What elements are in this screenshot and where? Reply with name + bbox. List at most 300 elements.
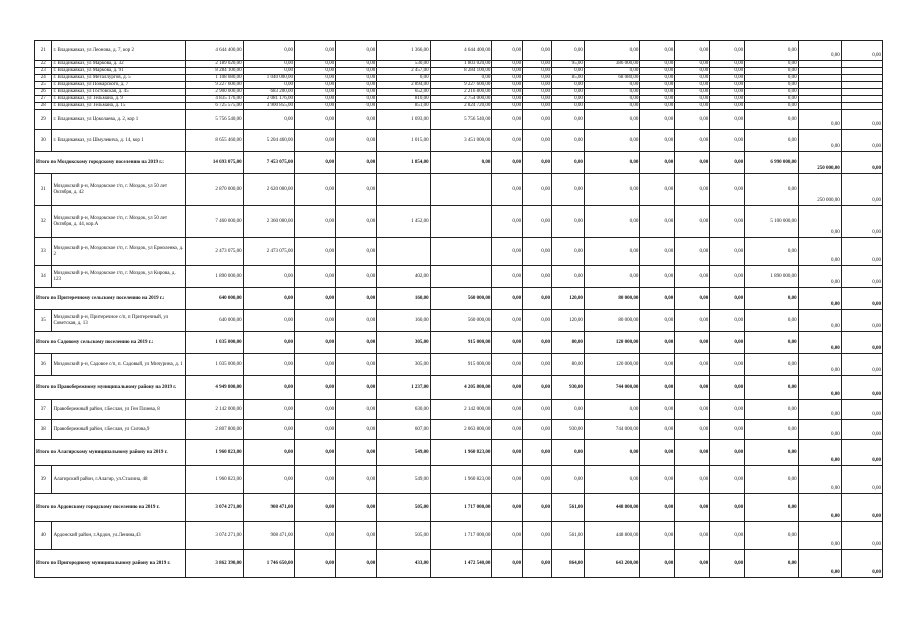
value-cell: 0,00 <box>798 376 841 400</box>
value-cell: 0,00 <box>295 400 336 420</box>
table-row <box>35 466 883 494</box>
address-cell: Моздокский р-н, Притеречное с/п, п Притеречный, ул Советская, д. 13 <box>52 310 186 332</box>
value-cell: 0,00 <box>745 522 798 550</box>
value-cell: 0,00 <box>492 354 523 376</box>
value-cell: 0,00 <box>295 103 336 110</box>
value-cell: 4 644 400,00 <box>186 41 244 61</box>
address-cell: г. Владикавказ, ул Леонова, д. 7, кор 2 <box>52 41 186 61</box>
address-cell: Моздокский р-н, Моздокское г/п, г. Моздок, ул Кирова, д. 123 <box>52 266 186 288</box>
table-row <box>35 354 883 376</box>
value-cell: 0,00 <box>745 310 798 332</box>
subtotal-row <box>35 376 883 400</box>
value-cell: 0,00 <box>675 89 710 96</box>
value-cell: 0,00 <box>523 376 552 400</box>
value-cell: 2 189 020,00 <box>186 61 244 68</box>
value-cell: 2 473 075,00 <box>243 238 294 266</box>
value-cell: 0,00 <box>243 41 294 61</box>
value-cell: 4 644 400,00 <box>430 41 492 61</box>
value-cell: 0,00 <box>295 310 336 332</box>
table-row <box>35 82 883 89</box>
value-cell: 0,00 <box>295 152 336 174</box>
value-cell: 0,00 <box>675 440 710 466</box>
row-number: 21 <box>35 41 52 61</box>
value-cell: 0,00 <box>295 110 336 130</box>
value-cell: 0,00 <box>841 238 882 266</box>
value-cell: 0,00 <box>336 41 377 61</box>
value-cell: 0,00 <box>710 420 745 440</box>
value-cell: 3 074 271,00 <box>186 494 244 522</box>
value-cell: 0,00 <box>675 206 710 238</box>
value-cell: 0,00 <box>243 420 294 440</box>
value-cell: 0,00 <box>295 130 336 152</box>
value-cell: 3 862 390,00 <box>186 550 244 578</box>
value-cell: 0,00 <box>336 400 377 420</box>
table-row <box>35 41 883 61</box>
value-cell: 0,00 <box>584 206 640 238</box>
value-cell: 0,00 <box>295 522 336 550</box>
value-cell: 0,00 <box>584 466 640 494</box>
value-cell: 0,00 <box>523 494 552 522</box>
address-cell: г. Владикавказ, ул Маркова, д. 32 <box>52 61 186 68</box>
value-cell: 0,00 <box>336 96 377 103</box>
value-cell: 530,00 <box>377 61 430 68</box>
row-number: 33 <box>35 238 52 266</box>
value-cell: 643 200,00 <box>584 550 640 578</box>
value-cell: 0,00 <box>640 174 675 206</box>
value-cell: 505,00 <box>377 494 430 522</box>
value-cell: 0,00 <box>584 89 640 96</box>
value-cell: 640 000,00 <box>186 288 244 310</box>
value-cell: 0,00 <box>584 130 640 152</box>
value-cell: 9 227 600,00 <box>186 82 244 89</box>
value-cell: 1 960 823,00 <box>186 466 244 494</box>
value-cell: 4 205 800,00 <box>430 376 492 400</box>
value-cell: 0,00 <box>841 130 882 152</box>
value-cell: 0,00 <box>710 174 745 206</box>
value-cell: 0,00 <box>336 174 377 206</box>
value-cell: 0,00 <box>551 266 584 288</box>
subtotal-row <box>35 288 883 310</box>
value-cell: 0,00 <box>523 238 552 266</box>
value-cell: 0,00 <box>841 466 882 494</box>
table-row <box>35 310 883 332</box>
value-cell: 448 800,00 <box>584 494 640 522</box>
value-cell: 0,00 <box>551 103 584 110</box>
row-number: 29 <box>35 110 52 130</box>
value-cell: 0,00 <box>798 400 841 420</box>
value-cell <box>798 103 841 110</box>
value-cell: 0,00 <box>492 75 523 82</box>
value-cell: 0,00 <box>492 310 523 332</box>
value-cell <box>430 206 492 238</box>
value-cell: 0,00 <box>492 522 523 550</box>
value-cell: 0,00 <box>675 238 710 266</box>
value-cell: 3 074 271,00 <box>186 522 244 550</box>
value-cell: 0,00 <box>551 96 584 103</box>
value-cell: 0,00 <box>551 238 584 266</box>
value-cell: 402,00 <box>377 266 430 288</box>
value-cell: 0,00 <box>523 152 552 174</box>
value-cell: 0,00 <box>584 41 640 61</box>
value-cell: 0,00 <box>798 110 841 130</box>
value-cell: 0,00 <box>523 103 552 110</box>
value-cell: 0,00 <box>640 75 675 82</box>
value-cell: 5 204 460,00 <box>243 130 294 152</box>
value-cell: 0,00 <box>523 400 552 420</box>
value-cell: 1 015,00 <box>377 130 430 152</box>
value-cell: 0,00 <box>710 522 745 550</box>
value-cell: 0,00 <box>492 238 523 266</box>
address-cell: г. Владикавказ, ул Цоколаева, д. 2, кор 1 <box>52 110 186 130</box>
value-cell <box>798 75 841 82</box>
value-cell: 448 800,00 <box>584 522 640 550</box>
value-cell <box>798 89 841 96</box>
address-cell: Моздокский р-н, Моздокское г/п, г. Моздок, ул 50 лет Октября, д. 44, кор.А <box>52 206 186 238</box>
value-cell: 0,00 <box>243 310 294 332</box>
value-cell: 0,00 <box>523 440 552 466</box>
value-cell: 0,00 <box>551 466 584 494</box>
value-cell: 0,00 <box>336 103 377 110</box>
value-cell: 0,00 <box>523 75 552 82</box>
value-cell: 0,00 <box>640 310 675 332</box>
value-cell: 0,00 <box>523 266 552 288</box>
value-cell: 0,00 <box>745 75 798 82</box>
value-cell: 8 655 460,00 <box>186 130 244 152</box>
table-row <box>35 89 883 96</box>
value-cell: 0,00 <box>295 440 336 466</box>
value-cell <box>430 238 492 266</box>
value-cell: 160,00 <box>377 288 430 310</box>
value-cell: 0,00 <box>640 354 675 376</box>
value-cell <box>798 61 841 68</box>
value-cell: 0,00 <box>523 61 552 68</box>
value-cell: 908 471,00 <box>243 522 294 550</box>
value-cell: 0,00 <box>675 400 710 420</box>
value-cell: 0,00 <box>675 130 710 152</box>
value-cell: 0,00 <box>336 522 377 550</box>
value-cell: 0,00 <box>492 96 523 103</box>
value-cell: 0,00 <box>584 400 640 420</box>
value-cell: 0,00 <box>798 310 841 332</box>
value-cell: 560 000,00 <box>430 310 492 332</box>
value-cell: 0,00 <box>492 82 523 89</box>
value-cell <box>798 96 841 103</box>
value-cell: 0,00 <box>523 522 552 550</box>
value-cell: 160,00 <box>377 310 430 332</box>
value-cell: 0,00 <box>584 96 640 103</box>
value-cell: 0,00 <box>675 96 710 103</box>
address-cell: г. Владикавказ, ул Гостовская, д. 45 <box>52 89 186 96</box>
value-cell: 851,00 <box>377 103 430 110</box>
value-cell: 7 453 075,00 <box>243 152 294 174</box>
value-cell: 0,00 <box>336 288 377 310</box>
value-cell: 0,00 <box>523 41 552 61</box>
address-cell: г. Владикавказ, ул Металлургов, д. 5 <box>52 75 186 82</box>
value-cell: 85,00 <box>551 75 584 82</box>
value-cell: 0,00 <box>745 41 798 61</box>
value-cell: 0,00 <box>710 310 745 332</box>
value-cell: 0,00 <box>295 466 336 494</box>
value-cell: 305,00 <box>377 332 430 354</box>
value-cell: 1 890 000,00 <box>745 266 798 288</box>
value-cell: 930,00 <box>551 420 584 440</box>
value-cell: 0,00 <box>710 96 745 103</box>
value-cell: 1 035 000,00 <box>186 354 244 376</box>
value-cell: 0,00 <box>336 82 377 89</box>
value-cell: 0,00 <box>798 288 841 310</box>
value-cell: 0,00 <box>675 420 710 440</box>
value-cell: 0,00 <box>841 494 882 522</box>
value-cell: 0,00 <box>640 61 675 68</box>
value-cell: 0,00 <box>710 103 745 110</box>
subtotal-row <box>35 494 883 522</box>
value-cell: 0,00 <box>336 354 377 376</box>
value-cell: 0,00 <box>243 466 294 494</box>
address-cell: Правобережный район, г.Беслан, ул Ген Плиева, 8 <box>52 400 186 420</box>
value-cell: 0,00 <box>336 61 377 68</box>
value-cell: 0,00 <box>841 522 882 550</box>
value-cell: 0,00 <box>336 310 377 332</box>
address-cell: г. Владикавказ, ул Пожарского, д. 7 <box>52 82 186 89</box>
value-cell: 9 227 600,00 <box>430 82 492 89</box>
value-cell <box>841 103 882 110</box>
value-cell: 0,00 <box>336 376 377 400</box>
value-cell: 0,00 <box>675 61 710 68</box>
value-cell: 0,00 <box>675 354 710 376</box>
value-cell: 0,00 <box>640 206 675 238</box>
value-cell: 1 366,00 <box>377 41 430 61</box>
value-cell: 0,00 <box>710 130 745 152</box>
value-cell: 0,00 <box>551 400 584 420</box>
value-cell: 0,00 <box>584 110 640 130</box>
value-cell: 0,00 <box>336 550 377 578</box>
value-cell: 0,00 <box>523 206 552 238</box>
value-cell: 0,00 <box>243 400 294 420</box>
value-cell: 1 472 540,00 <box>430 550 492 578</box>
value-cell: 0,00 <box>492 332 523 354</box>
value-cell: 930,00 <box>551 376 584 400</box>
value-cell: 549,00 <box>377 466 430 494</box>
value-cell: 68 080,00 <box>584 75 640 82</box>
value-cell: 0,00 <box>243 82 294 89</box>
row-number: 28 <box>35 103 52 110</box>
row-number: 24 <box>35 75 52 82</box>
value-cell: 0,00 <box>710 75 745 82</box>
value-cell: 0,00 <box>492 420 523 440</box>
value-cell: 1 040 000,00 <box>243 75 294 82</box>
value-cell: 0,00 <box>640 238 675 266</box>
value-cell: 683 200,00 <box>243 89 294 96</box>
value-cell: 0,00 <box>798 522 841 550</box>
value-cell: 0,00 <box>551 89 584 96</box>
value-cell: 0,00 <box>710 110 745 130</box>
value-cell: 0,00 <box>675 82 710 89</box>
value-cell: 0,00 <box>492 89 523 96</box>
address-cell: Моздокский р-н, Моздокское г/п, г. Моздок, ул Ермоленко, д. 2 <box>52 238 186 266</box>
value-cell: 0,00 <box>675 332 710 354</box>
value-cell: 0,00 <box>336 332 377 354</box>
value-cell: 0,00 <box>492 41 523 61</box>
value-cell: 2 360 000,00 <box>243 206 294 238</box>
value-cell: 0,00 <box>745 68 798 75</box>
value-cell: 0,00 <box>551 82 584 89</box>
value-cell: 915 000,00 <box>430 354 492 376</box>
value-cell: 0,00 <box>295 82 336 89</box>
value-cell: 2 870 000,00 <box>186 174 244 206</box>
value-cell: 0,00 <box>492 174 523 206</box>
value-cell: 0,00 <box>523 82 552 89</box>
value-cell: 0,00 <box>295 376 336 400</box>
value-cell <box>377 174 430 206</box>
value-cell: 0,00 <box>243 440 294 466</box>
value-cell: 0,00 <box>640 96 675 103</box>
value-cell: 0,00 <box>492 152 523 174</box>
value-cell: 0,00 <box>492 288 523 310</box>
value-cell: 0,00 <box>710 61 745 68</box>
value-cell: 0,00 <box>710 266 745 288</box>
value-cell: 0,00 <box>523 174 552 206</box>
value-cell: 0,00 <box>295 96 336 103</box>
value-cell: 0,00 <box>640 266 675 288</box>
value-cell: 0,00 <box>798 354 841 376</box>
value-cell: 0,00 <box>640 41 675 61</box>
row-number: 26 <box>35 89 52 96</box>
value-cell: 0,00 <box>745 400 798 420</box>
value-cell: 0,00 <box>336 266 377 288</box>
value-cell: 0,00 <box>745 550 798 578</box>
table-row <box>35 130 883 152</box>
value-cell: 744 000,00 <box>584 376 640 400</box>
value-cell: 0,00 <box>492 376 523 400</box>
value-cell: 0,00 <box>523 288 552 310</box>
table-row <box>35 420 883 440</box>
value-cell: 0,00 <box>551 130 584 152</box>
value-cell: 0,00 <box>675 110 710 130</box>
value-cell: 0,00 <box>710 376 745 400</box>
row-number: 25 <box>35 82 52 89</box>
value-cell: 0,00 <box>295 288 336 310</box>
value-cell: 744 000,00 <box>584 420 640 440</box>
value-cell: 0,00 <box>336 440 377 466</box>
value-cell: 95,00 <box>551 61 584 68</box>
row-number: 32 <box>35 206 52 238</box>
subtotal-label: Итого по Ардонскому городскому поселению на 2019 г. <box>35 494 186 522</box>
value-cell: 80,00 <box>551 354 584 376</box>
value-cell <box>430 174 492 206</box>
value-cell: 0,00 <box>336 68 377 75</box>
value-cell <box>798 68 841 75</box>
value-cell: 0,00 <box>798 332 841 354</box>
value-cell: 0,00 <box>841 310 882 332</box>
table-row <box>35 238 883 266</box>
value-cell: 0,00 <box>584 440 640 466</box>
value-cell: 1 693,00 <box>377 110 430 130</box>
value-cell: 0,00 <box>336 238 377 266</box>
value-cell: 0,00 <box>640 103 675 110</box>
subtotal-label: Итого по Моздокскому городскому поселению на 2019 г.: <box>35 152 186 174</box>
value-cell: 0,00 <box>640 550 675 578</box>
value-cell: 0,00 <box>745 354 798 376</box>
value-cell: 0,00 <box>492 266 523 288</box>
value-cell: 0,00 <box>745 238 798 266</box>
value-cell: 250 000,00 <box>798 152 841 174</box>
value-cell: 2 063 800,00 <box>430 420 492 440</box>
value-cell: 1 960 823,00 <box>186 440 244 466</box>
value-cell: 433,00 <box>377 550 430 578</box>
value-cell: 0,00 <box>675 174 710 206</box>
value-cell: 652,00 <box>377 89 430 96</box>
value-cell: 908 471,00 <box>243 494 294 522</box>
value-cell: 0,00 <box>295 75 336 82</box>
value-cell: 0,00 <box>336 89 377 96</box>
value-cell: 0,00 <box>798 266 841 288</box>
row-number: 35 <box>35 310 52 332</box>
table-row <box>35 266 883 288</box>
value-cell: 120 000,00 <box>584 354 640 376</box>
value-cell: 0,00 <box>551 110 584 130</box>
value-cell: 0,00 <box>841 288 882 310</box>
row-number: 40 <box>35 522 52 550</box>
value-cell: 0,00 <box>336 494 377 522</box>
subtotal-label: Итого по Пригородному муниципальному району на 2019 г. <box>35 550 186 578</box>
value-cell: 0,00 <box>523 68 552 75</box>
value-cell: 0,00 <box>841 440 882 466</box>
value-cell: 0,00 <box>295 550 336 578</box>
subtotal-row <box>35 440 883 466</box>
value-cell: 0,00 <box>745 420 798 440</box>
value-cell: 2 900 000,00 <box>186 89 244 96</box>
value-cell: 0,00 <box>336 420 377 440</box>
value-cell: 8 284 100,00 <box>186 68 244 75</box>
row-number: 38 <box>35 420 52 440</box>
value-cell: 5 756 540,00 <box>186 110 244 130</box>
value-cell: 14 693 075,00 <box>186 152 244 174</box>
value-cell: 0,00 <box>584 82 640 89</box>
value-cell: 0,00 <box>336 110 377 130</box>
value-cell: 0,00 <box>295 332 336 354</box>
value-cell: 1 035 000,00 <box>186 332 244 354</box>
value-cell: 0,00 <box>710 288 745 310</box>
subtotal-row <box>35 152 883 174</box>
value-cell: 0,00 <box>675 75 710 82</box>
value-cell: 80 000,00 <box>584 288 640 310</box>
row-number: 31 <box>35 174 52 206</box>
value-cell: 2 457,00 <box>377 68 430 75</box>
value-cell: 0,00 <box>675 288 710 310</box>
value-cell <box>798 82 841 89</box>
value-cell: 0,00 <box>745 110 798 130</box>
value-cell: 1 803 020,00 <box>430 61 492 68</box>
value-cell: 0,00 <box>523 420 552 440</box>
value-cell: 505,00 <box>377 522 430 550</box>
value-cell: 0,00 <box>640 152 675 174</box>
row-number: 23 <box>35 68 52 75</box>
value-cell: 0,00 <box>551 440 584 466</box>
value-cell: 0,00 <box>295 266 336 288</box>
value-cell: 0,00 <box>640 440 675 466</box>
value-cell: 2 473 075,00 <box>186 238 244 266</box>
value-cell: 0,00 <box>841 376 882 400</box>
value-cell: 0,00 <box>584 174 640 206</box>
value-cell: 1 717 000,00 <box>430 494 492 522</box>
value-cell: 4 835 176,00 <box>186 96 244 103</box>
address-cell: г. Владикавказ, ул Тельмана, д. 15 <box>52 103 186 110</box>
value-cell: 0,00 <box>745 466 798 494</box>
address-cell: г. Владикавказ, ул Тельмана, д. 9 <box>52 96 186 103</box>
value-cell: 0,00 <box>336 152 377 174</box>
value-cell: 0,00 <box>798 238 841 266</box>
value-cell: 8 284 100,00 <box>430 68 492 75</box>
